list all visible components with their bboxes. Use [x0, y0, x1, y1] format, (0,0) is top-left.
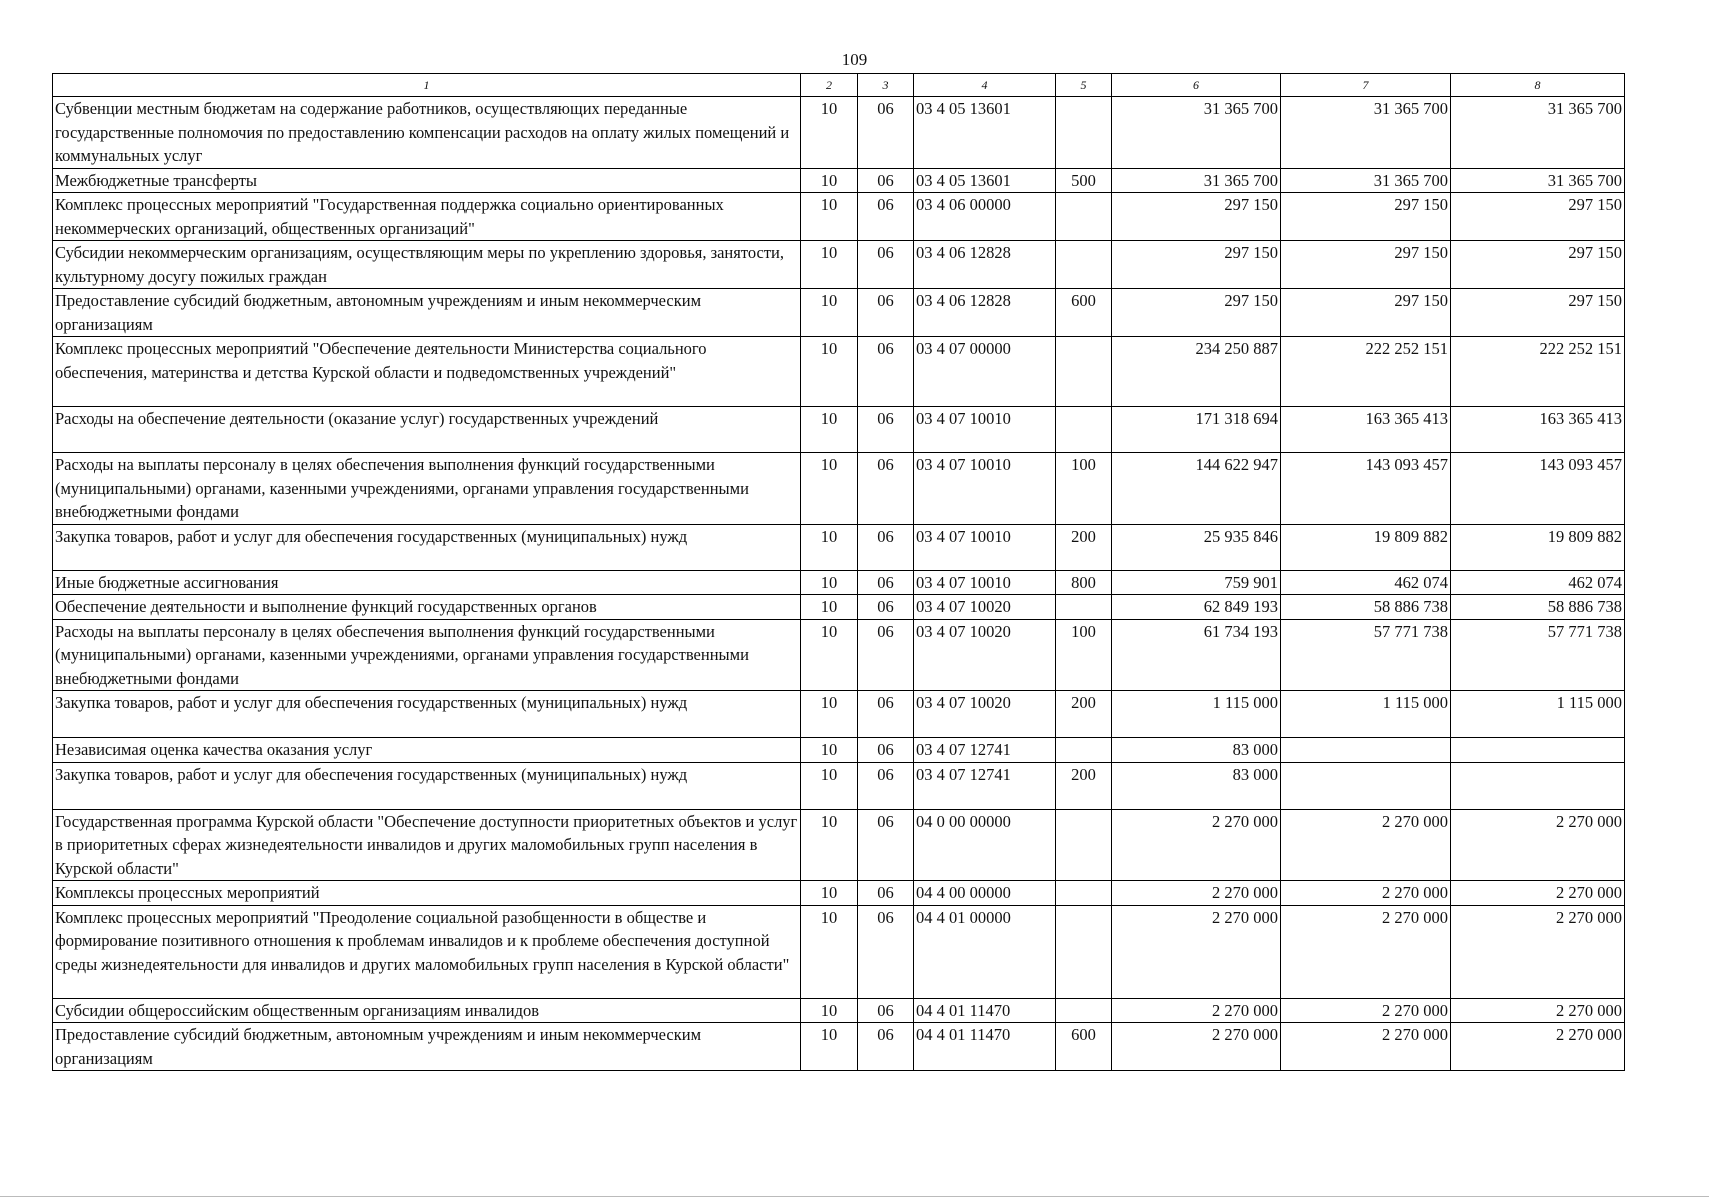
subsection-code: 06 — [858, 1023, 914, 1071]
section-code: 10 — [801, 453, 858, 525]
amount-col7: 1 115 000 — [1281, 691, 1451, 738]
expense-type — [1056, 193, 1112, 241]
section-code: 10 — [801, 289, 858, 337]
amount-col8: 297 150 — [1451, 289, 1625, 337]
target-article: 03 4 07 10010 — [914, 453, 1056, 525]
amount-col6: 62 849 193 — [1112, 595, 1281, 620]
table-row — [53, 1023, 1625, 1071]
header-row — [53, 74, 1625, 97]
section-code: 10 — [801, 241, 858, 289]
table-row — [53, 881, 1625, 906]
target-article: 03 4 07 12741 — [914, 762, 1056, 809]
amount-col7: 297 150 — [1281, 241, 1451, 289]
page-number: 109 — [841, 50, 868, 69]
amount-col7: 31 365 700 — [1281, 97, 1451, 169]
target-article: 03 4 07 00000 — [914, 337, 1056, 407]
table-row — [53, 738, 1625, 763]
subsection-code: 06 — [858, 738, 914, 763]
amount-col6: 297 150 — [1112, 193, 1281, 241]
amount-col8: 31 365 700 — [1451, 168, 1625, 193]
row-name: Комплекс процессных мероприятий "Государственная поддержка социально ориентированных некоммерческих организаций, общественных организаций" — [53, 193, 801, 241]
amount-col6: 297 150 — [1112, 289, 1281, 337]
row-name: Субсидии некоммерческим организациям, осуществляющим меры по укреплению здоровья, занятости, культурному досугу пожилых граждан — [53, 241, 801, 289]
section-code: 10 — [801, 905, 858, 998]
expense-type — [1056, 738, 1112, 763]
amount-col8: 2 270 000 — [1451, 1023, 1625, 1071]
amount-col8: 143 093 457 — [1451, 453, 1625, 525]
row-name: Субвенции местным бюджетам на содержание работников, осуществляющих переданные государственные полномочия по предоставлению компенсации расходов на оплату жилых помещений и коммунальных услуг — [53, 97, 801, 169]
expense-type — [1056, 97, 1112, 169]
amount-col6: 83 000 — [1112, 738, 1281, 763]
target-article: 03 4 07 10020 — [914, 691, 1056, 738]
table-row — [53, 524, 1625, 570]
subsection-code: 06 — [858, 168, 914, 193]
scan-edge-line — [0, 1196, 1709, 1197]
column-header: 6 — [1112, 74, 1281, 97]
expense-type — [1056, 881, 1112, 906]
column-header: 1 — [53, 74, 801, 97]
amount-col8: 1 115 000 — [1451, 691, 1625, 738]
section-code: 10 — [801, 881, 858, 906]
amount-col7: 31 365 700 — [1281, 168, 1451, 193]
subsection-code: 06 — [858, 619, 914, 691]
row-name: Закупка товаров, работ и услуг для обеспечения государственных (муниципальных) нужд — [53, 691, 801, 738]
amount-col7: 2 270 000 — [1281, 905, 1451, 998]
expense-type — [1056, 998, 1112, 1023]
row-name: Комплекс процессных мероприятий "Преодоление социальной разобщенности в обществе и формирование позитивного отношения к проблемам инвалидов и к проблеме обеспечения доступной среды жизнедеятельности для инвалидов и других маломобильных групп населения в Курской области" — [53, 905, 801, 998]
table-row — [53, 998, 1625, 1023]
section-code: 10 — [801, 619, 858, 691]
target-article: 03 4 05 13601 — [914, 97, 1056, 169]
amount-col6: 2 270 000 — [1112, 809, 1281, 881]
row-name: Закупка товаров, работ и услуг для обеспечения государственных (муниципальных) нужд — [53, 762, 801, 809]
table-row — [53, 570, 1625, 595]
table-row — [53, 691, 1625, 738]
subsection-code: 06 — [858, 97, 914, 169]
subsection-code: 06 — [858, 809, 914, 881]
expense-type: 200 — [1056, 524, 1112, 570]
amount-col6: 61 734 193 — [1112, 619, 1281, 691]
amount-col8: 2 270 000 — [1451, 998, 1625, 1023]
row-name: Расходы на выплаты персоналу в целях обеспечения выполнения функций государственными (муниципальными) органами, казенными учреждениями, органами управления государственными внебюджетными фондами — [53, 453, 801, 525]
row-name: Закупка товаров, работ и услуг для обеспечения государственных (муниципальных) нужд — [53, 524, 801, 570]
amount-col7: 143 093 457 — [1281, 453, 1451, 525]
amount-col7 — [1281, 762, 1451, 809]
amount-col8 — [1451, 738, 1625, 763]
column-header: 2 — [801, 74, 858, 97]
target-article: 04 4 01 11470 — [914, 998, 1056, 1023]
target-article: 03 4 07 10020 — [914, 595, 1056, 620]
amount-col7: 222 252 151 — [1281, 337, 1451, 407]
amount-col7: 58 886 738 — [1281, 595, 1451, 620]
target-article: 03 4 07 10010 — [914, 570, 1056, 595]
expense-type — [1056, 241, 1112, 289]
amount-col8: 163 365 413 — [1451, 407, 1625, 453]
section-code: 10 — [801, 738, 858, 763]
table-row — [53, 905, 1625, 998]
row-name: Независимая оценка качества оказания услуг — [53, 738, 801, 763]
expense-type: 500 — [1056, 168, 1112, 193]
amount-col6: 31 365 700 — [1112, 168, 1281, 193]
subsection-code: 06 — [858, 998, 914, 1023]
table-row — [53, 595, 1625, 620]
section-code: 10 — [801, 809, 858, 881]
table-row — [53, 407, 1625, 453]
amount-col6: 144 622 947 — [1112, 453, 1281, 525]
amount-col7: 2 270 000 — [1281, 1023, 1451, 1071]
target-article: 04 4 01 00000 — [914, 905, 1056, 998]
section-code: 10 — [801, 407, 858, 453]
subsection-code: 06 — [858, 691, 914, 738]
amount-col6: 2 270 000 — [1112, 1023, 1281, 1071]
amount-col6: 83 000 — [1112, 762, 1281, 809]
row-name: Обеспечение деятельности и выполнение функций государственных органов — [53, 595, 801, 620]
section-code: 10 — [801, 998, 858, 1023]
amount-col7: 462 074 — [1281, 570, 1451, 595]
section-code: 10 — [801, 570, 858, 595]
section-code: 10 — [801, 524, 858, 570]
subsection-code: 06 — [858, 881, 914, 906]
amount-col7: 2 270 000 — [1281, 809, 1451, 881]
amount-col6: 171 318 694 — [1112, 407, 1281, 453]
amount-col6: 2 270 000 — [1112, 998, 1281, 1023]
row-name: Комплексы процессных мероприятий — [53, 881, 801, 906]
row-name: Предоставление субсидий бюджетным, автономным учреждениям и иным некоммерческим организациям — [53, 1023, 801, 1071]
expense-type: 600 — [1056, 289, 1112, 337]
table-row — [53, 619, 1625, 691]
column-header: 8 — [1451, 74, 1625, 97]
target-article: 04 4 00 00000 — [914, 881, 1056, 906]
amount-col7: 297 150 — [1281, 289, 1451, 337]
amount-col8: 57 771 738 — [1451, 619, 1625, 691]
amount-col7: 57 771 738 — [1281, 619, 1451, 691]
subsection-code: 06 — [858, 193, 914, 241]
amount-col6: 297 150 — [1112, 241, 1281, 289]
amount-col8 — [1451, 762, 1625, 809]
column-header: 7 — [1281, 74, 1451, 97]
amount-col8: 19 809 882 — [1451, 524, 1625, 570]
amount-col7 — [1281, 738, 1451, 763]
target-article: 03 4 06 00000 — [914, 193, 1056, 241]
table-row — [53, 241, 1625, 289]
expense-type — [1056, 595, 1112, 620]
column-header: 4 — [914, 74, 1056, 97]
target-article: 04 4 01 11470 — [914, 1023, 1056, 1071]
subsection-code: 06 — [858, 524, 914, 570]
target-article: 03 4 07 10020 — [914, 619, 1056, 691]
row-name: Комплекс процессных мероприятий "Обеспечение деятельности Министерства социального обеспечения, материнства и детства Курской области и подведомственных учреждений" — [53, 337, 801, 407]
target-article: 03 4 07 12741 — [914, 738, 1056, 763]
row-name: Государственная программа Курской области "Обеспечение доступности приоритетных объектов и услуг в приоритетных сферах жизнедеятельности инвалидов и других маломобильных групп населения в Курской области" — [53, 809, 801, 881]
table-row — [53, 762, 1625, 809]
expense-type — [1056, 337, 1112, 407]
section-code: 10 — [801, 337, 858, 407]
table-row — [53, 453, 1625, 525]
amount-col6: 25 935 846 — [1112, 524, 1281, 570]
amount-col8: 297 150 — [1451, 241, 1625, 289]
amount-col6: 759 901 — [1112, 570, 1281, 595]
table-row — [53, 97, 1625, 169]
row-name: Расходы на обеспечение деятельности (оказание услуг) государственных учреждений — [53, 407, 801, 453]
expense-type — [1056, 809, 1112, 881]
amount-col8: 297 150 — [1451, 193, 1625, 241]
expense-type: 200 — [1056, 691, 1112, 738]
section-code: 10 — [801, 193, 858, 241]
row-name: Иные бюджетные ассигнования — [53, 570, 801, 595]
row-name: Предоставление субсидий бюджетным, автономным учреждениям и иным некоммерческим организациям — [53, 289, 801, 337]
amount-col8: 2 270 000 — [1451, 905, 1625, 998]
column-header: 5 — [1056, 74, 1112, 97]
amount-col8: 31 365 700 — [1451, 97, 1625, 169]
table-row — [53, 168, 1625, 193]
section-code: 10 — [801, 691, 858, 738]
section-code: 10 — [801, 97, 858, 169]
table-row — [53, 289, 1625, 337]
section-code: 10 — [801, 1023, 858, 1071]
amount-col6: 234 250 887 — [1112, 337, 1281, 407]
row-name: Субсидии общероссийским общественным организациям инвалидов — [53, 998, 801, 1023]
row-name: Межбюджетные трансферты — [53, 168, 801, 193]
budget-table — [52, 73, 1625, 1071]
row-name: Расходы на выплаты персоналу в целях обеспечения выполнения функций государственными (муниципальными) органами, казенными учреждениями, органами управления государственными внебюджетными фондами — [53, 619, 801, 691]
expense-type: 100 — [1056, 619, 1112, 691]
section-code: 10 — [801, 168, 858, 193]
target-article: 03 4 06 12828 — [914, 289, 1056, 337]
amount-col7: 163 365 413 — [1281, 407, 1451, 453]
amount-col6: 31 365 700 — [1112, 97, 1281, 169]
section-code: 10 — [801, 762, 858, 809]
target-article: 03 4 07 10010 — [914, 524, 1056, 570]
subsection-code: 06 — [858, 570, 914, 595]
amount-col7: 2 270 000 — [1281, 881, 1451, 906]
table-row — [53, 809, 1625, 881]
amount-col6: 2 270 000 — [1112, 881, 1281, 906]
amount-col8: 2 270 000 — [1451, 809, 1625, 881]
subsection-code: 06 — [858, 337, 914, 407]
section-code: 10 — [801, 595, 858, 620]
target-article: 03 4 07 10010 — [914, 407, 1056, 453]
expense-type — [1056, 905, 1112, 998]
table-row — [53, 193, 1625, 241]
table-row — [53, 337, 1625, 407]
amount-col8: 58 886 738 — [1451, 595, 1625, 620]
subsection-code: 06 — [858, 762, 914, 809]
expense-type: 100 — [1056, 453, 1112, 525]
expense-type: 600 — [1056, 1023, 1112, 1071]
expense-type: 200 — [1056, 762, 1112, 809]
amount-col7: 19 809 882 — [1281, 524, 1451, 570]
amount-col8: 222 252 151 — [1451, 337, 1625, 407]
amount-col8: 2 270 000 — [1451, 881, 1625, 906]
subsection-code: 06 — [858, 905, 914, 998]
target-article: 03 4 05 13601 — [914, 168, 1056, 193]
column-header: 3 — [858, 74, 914, 97]
amount-col6: 2 270 000 — [1112, 905, 1281, 998]
expense-type — [1056, 407, 1112, 453]
amount-col6: 1 115 000 — [1112, 691, 1281, 738]
subsection-code: 06 — [858, 289, 914, 337]
subsection-code: 06 — [858, 453, 914, 525]
subsection-code: 06 — [858, 407, 914, 453]
amount-col8: 462 074 — [1451, 570, 1625, 595]
subsection-code: 06 — [858, 241, 914, 289]
target-article: 03 4 06 12828 — [914, 241, 1056, 289]
target-article: 04 0 00 00000 — [914, 809, 1056, 881]
subsection-code: 06 — [858, 595, 914, 620]
expense-type: 800 — [1056, 570, 1112, 595]
amount-col7: 2 270 000 — [1281, 998, 1451, 1023]
amount-col7: 297 150 — [1281, 193, 1451, 241]
